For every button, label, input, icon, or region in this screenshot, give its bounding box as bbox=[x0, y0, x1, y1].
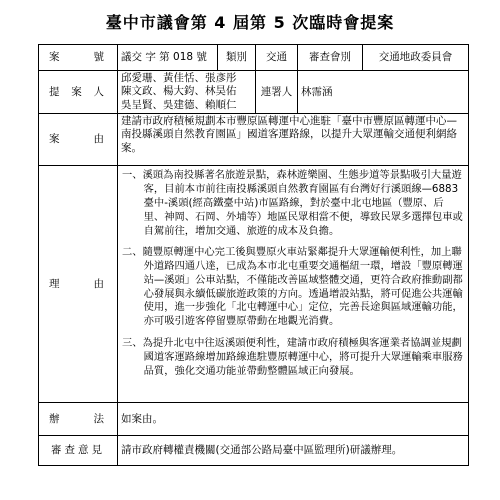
cosigner-label: 連署人 bbox=[256, 71, 298, 114]
case-number-row bbox=[39, 45, 469, 71]
proposer-row bbox=[39, 71, 469, 114]
subject-label: 案 由 bbox=[39, 114, 118, 166]
committee-value: 交通地政委員會 bbox=[363, 45, 469, 71]
proposer-line: 陳文政、楊大鈞、林昊佑 bbox=[121, 85, 237, 98]
proposer-line: 吳呈賢、吳建德、賴順仁 bbox=[121, 98, 237, 111]
review-text: 請市政府轉權責機關(交通部公路局臺中區監理所)研議辦理。 bbox=[118, 436, 469, 466]
reason-paragraph: 二、隨豐原轉運中心完工後與豐原火車站緊鄰提升大眾運輸便利性，加上聯外道路四通八達，已成為本市北屯重要交通樞紐一環，增設「豐原轉運站—溪頭」公車站點，不僅能改善區域整體交通，更符合政府推動副都心發展與永續低碳旅遊政策的方向。透過增設站點，將可促進公共運輸使用，進一步強化「北屯轉運中心」定位，完善長途與區域運輸功能，亦可吸引遊客停留豐原帶動在地觀光消費。 bbox=[122, 246, 463, 328]
method-text: 如案由。 bbox=[118, 403, 469, 436]
case-number-value: 議交 字 第 018 號 bbox=[118, 45, 218, 71]
reason-row bbox=[39, 166, 469, 403]
proposer-names bbox=[118, 71, 256, 114]
reason-paragraph: 三、為提升北屯中往返溪頭便利性，建請市政府積極與客運業者協調並規劃國道客運路線增加路線進駐豐原轉運中心，將可提升大眾運輸乘車服務品質，強化交通功能並帶動整體區域正向發展。 bbox=[122, 337, 463, 377]
category-value: 交通 bbox=[256, 45, 298, 71]
category-label: 類別 bbox=[218, 45, 256, 71]
case-number-label: 案 號 bbox=[39, 45, 118, 71]
reason-text bbox=[118, 166, 469, 403]
proposer-label: 提 案 人 bbox=[39, 71, 118, 114]
proposal-form-table bbox=[38, 44, 469, 466]
review-label: 審查意見 bbox=[39, 436, 118, 466]
proposer-line: 邱愛珊、黃佳恬、張彥彤 bbox=[121, 72, 237, 84]
page-title: 臺中市議會第 4 屆第 5 次臨時會提案 bbox=[105, 13, 395, 32]
subject-text: 建請市政府積極規劃本市豐原區轉運中心進駐「臺中市豐原區轉運中心—南投縣溪頭自然教育園區」國道客運路線，以提升大眾運輸交通便利網絡案。 bbox=[118, 114, 469, 166]
method-row bbox=[39, 403, 469, 436]
reason-label: 理 由 bbox=[39, 166, 118, 403]
review-row bbox=[39, 436, 469, 466]
cosigner-value: 林霈涵 bbox=[298, 71, 469, 114]
subject-row bbox=[39, 114, 469, 166]
method-label: 辦 法 bbox=[39, 403, 118, 436]
reason-paragraph: 一、溪頭為南投縣著名旅遊景點，森林遊樂園、生態步道等景點吸引大量遊客，目前本市前往南投縣溪頭自然教育園區有台灣好行溪頭線—6883 臺中-溪頭(經高鐵臺中站)市區路線，對於臺中北屯地區（豐原、后里、神岡、石岡、外埔等）地區民眾相當不便，導致民眾多選擇包車或自駕前往，增加交通、旅遊的成本及負擔。 bbox=[122, 169, 463, 237]
committee-label: 審查會別 bbox=[298, 45, 363, 71]
